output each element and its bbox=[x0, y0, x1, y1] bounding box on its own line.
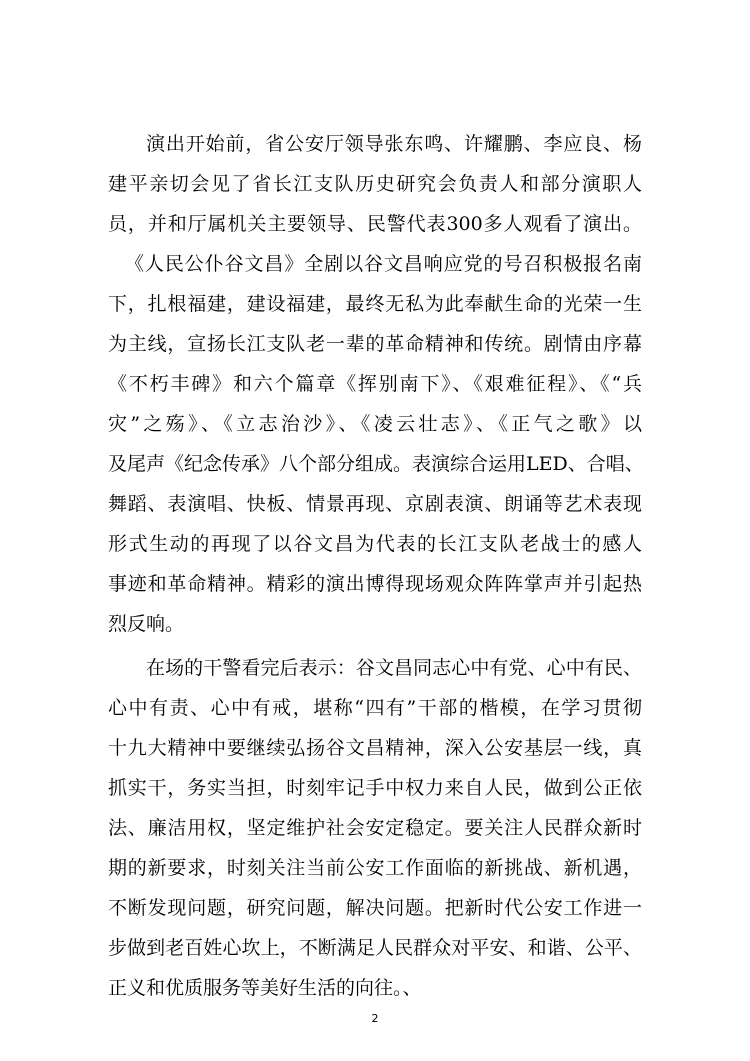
paragraph-line: 不断发现问题，研究问题，解决问题。把新时代公安工作进一 bbox=[108, 897, 642, 919]
paragraph-line: 十九大精神中要继续弘扬谷文昌精神，深入公安基层一线，真 bbox=[108, 737, 642, 759]
paragraph-line: 期的新要求，时刻关注当前公安工作面临的新挑战、新机遇， bbox=[108, 857, 642, 879]
paragraph-line: 《人民公仆谷文昌》全剧以谷文昌响应党的号召积极报名南 bbox=[125, 253, 642, 275]
paragraph-line: 及尾声《纪念传承》八个部分组成。表演综合运用LED、合唱、 bbox=[108, 453, 644, 475]
paragraph-line: 法、廉洁用权，坚定维护社会安定稳定。要关注人民群众新时 bbox=[108, 817, 642, 839]
paragraph-line: 《不朽丰碑》和六个篇章《挥别南下》、《艰难征程》、《“兵 bbox=[108, 373, 642, 395]
paragraph-line: 抓实干，务实当担，时刻牢记手中权力来自人民，做到公正依 bbox=[108, 777, 642, 799]
paragraph-line: 在场的干警看完后表示：谷文昌同志心中有党、心中有民、 bbox=[146, 657, 642, 679]
paragraph-line: 心中有责、心中有戒，堪称“四有”干部的楷模，在学习贯彻 bbox=[108, 697, 642, 719]
paragraph-line: 为主线，宣扬长江支队老一辈的革命精神和传统。剧情由序幕 bbox=[108, 333, 642, 355]
paragraph-line: 烈反响。 bbox=[108, 613, 185, 635]
paragraph-line: 舞蹈、表演唱、快板、情景再现、京剧表演、朗诵等艺术表现 bbox=[108, 493, 642, 515]
paragraph-line: 下，扎根福建，建设福建，最终无私为此奉献生命的光荣一生 bbox=[108, 293, 642, 315]
paragraph-line: 事迹和革命精神。精彩的演出博得现场观众阵阵掌声并引起热 bbox=[108, 573, 642, 595]
paragraph-line: 正义和优质服务等美好生活的向往。、 bbox=[108, 977, 422, 999]
page-number: 2 bbox=[371, 1012, 379, 1025]
paragraph-line: 演出开始前，省公安厅领导张东鸣、许耀鹏、李应良、杨 bbox=[146, 133, 642, 155]
paragraph-line: 步做到老百姓心坎上，不断满足人民群众对平安、和谐、公平、 bbox=[108, 937, 642, 959]
paragraph-line: 形式生动的再现了以谷文昌为代表的长江支队老战士的感人 bbox=[108, 533, 642, 555]
paragraph-line: 员，并和厅属机关主要领导、民警代表300多人观看了演出。 bbox=[108, 213, 642, 235]
paragraph-line: 建平亲切会见了省长江支队历史研究会负责人和部分演职人 bbox=[108, 173, 642, 195]
paragraph-line: 灾”之殇》、《立志治沙》、《凌云壮志》、《正气之歌》以 bbox=[108, 413, 642, 435]
